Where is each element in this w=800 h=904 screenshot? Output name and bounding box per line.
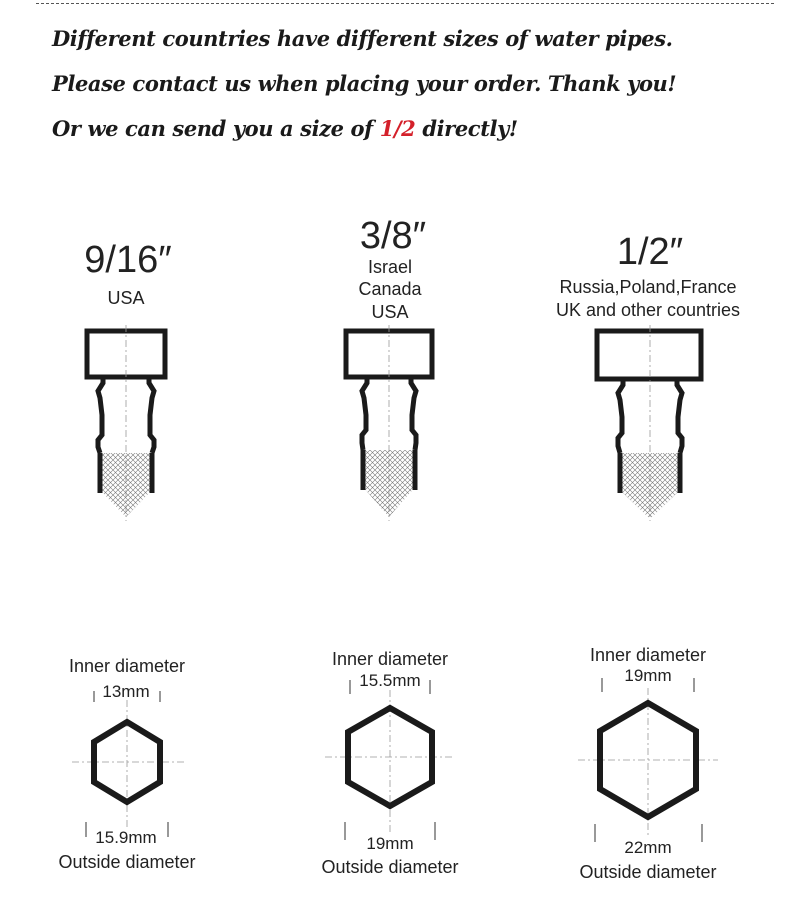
inner-diameter-value: 15.5mm <box>359 671 421 690</box>
notice-line-2: Please contact us when placing your order. Thank you! <box>52 71 677 96</box>
fitting-diagram-3-8 <box>340 325 440 525</box>
size-label-1-2: 1/2″ <box>616 231 684 273</box>
hex-cross-section-large <box>578 670 718 856</box>
outside-diameter-label: Outside diameter <box>321 857 459 877</box>
outside-diameter-label: Outside diameter <box>58 852 196 872</box>
size-label-3-8: 3/8″ <box>359 215 427 257</box>
region-label: Canada <box>358 279 422 299</box>
fitting-diagram-9-16 <box>78 325 178 525</box>
inner-diameter-value: 13mm <box>102 682 150 701</box>
notice-line-3 <box>52 116 518 141</box>
region-label: USA <box>107 288 145 308</box>
notice-line-3-prefix: Or we can send you a size of <box>52 116 380 141</box>
recommended-size-highlight: 1/2 <box>379 116 416 141</box>
region-label: Russia,Poland,France <box>559 277 737 297</box>
fitting-diagram-1-2 <box>590 325 710 525</box>
outside-diameter-value: 22mm <box>624 838 672 857</box>
region-label: UK and other countries <box>555 300 741 320</box>
inner-diameter-label: Inner diameter <box>68 656 186 676</box>
hex-cross-section-medium <box>325 672 455 852</box>
inner-diameter-label: Inner diameter <box>331 649 449 669</box>
size-label-9-16: 9/16″ <box>84 239 172 281</box>
outside-diameter-value: 19mm <box>366 834 414 853</box>
region-label: USA <box>371 302 409 322</box>
notice-line-1: Different countries have different sizes of water pipes. <box>52 26 673 51</box>
hex-cross-section-small <box>72 682 184 846</box>
outside-diameter-value: 15.9mm <box>95 828 157 847</box>
top-dashed-divider <box>36 3 774 4</box>
inner-diameter-label: Inner diameter <box>589 645 707 665</box>
notice-line-3-suffix: directly! <box>415 116 518 141</box>
outside-diameter-label: Outside diameter <box>579 862 717 882</box>
inner-diameter-value: 19mm <box>624 666 672 685</box>
region-label: Israel <box>367 257 413 277</box>
